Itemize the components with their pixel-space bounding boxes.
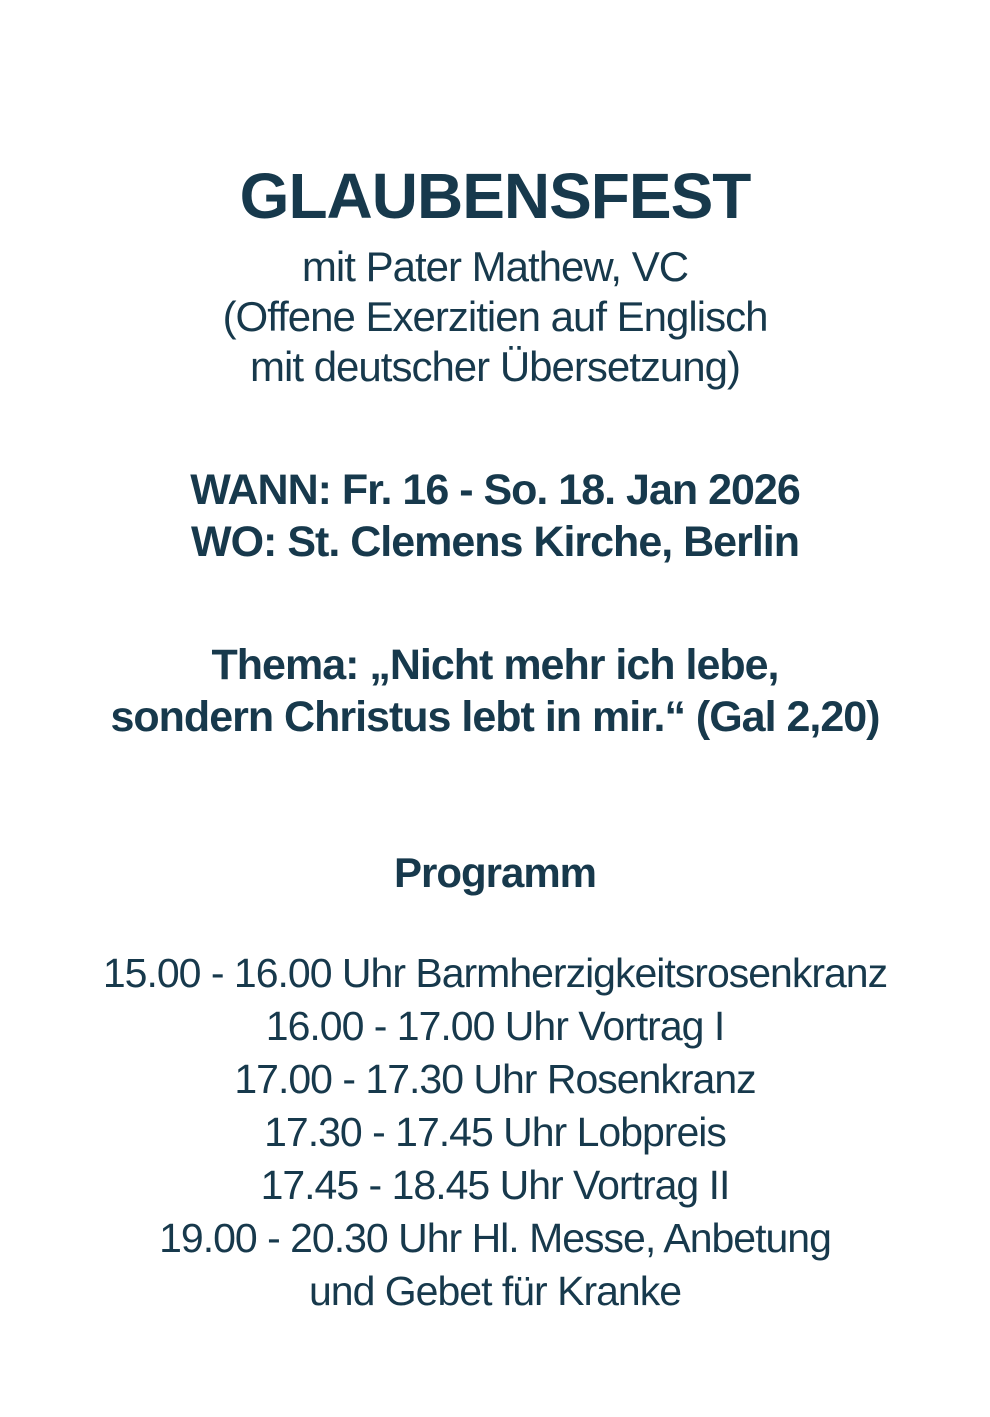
- when-where-block: [0, 464, 990, 568]
- schedule-line: 17.00 - 17.30 Uhr Rosenkranz: [234, 1056, 756, 1102]
- schedule-line: 16.00 - 17.00 Uhr Vortrag I: [265, 1003, 725, 1049]
- schedule-line: 17.30 - 17.45 Uhr Lobpreis: [264, 1109, 726, 1155]
- event-date: WANN: Fr. 16 - So. 18. Jan 2026: [190, 466, 800, 514]
- event-location: WO: St. Clemens Kirche, Berlin: [191, 518, 799, 566]
- theme-line-1: Thema: „Nicht mehr ich lebe,: [211, 641, 779, 689]
- theme-block: [0, 639, 990, 743]
- flyer-subtitle: [0, 242, 990, 392]
- schedule-line: 15.00 - 16.00 Uhr Barmherzigkeitsrosenkranz: [102, 950, 888, 996]
- schedule-line: 19.00 - 20.30 Uhr Hl. Messe, Anbetung: [159, 1215, 831, 1261]
- subtitle-description-line-2: mit deutscher Übersetzung): [250, 343, 740, 390]
- program-schedule: [0, 947, 990, 1318]
- schedule-line: 17.45 - 18.45 Uhr Vortrag II: [260, 1162, 730, 1208]
- subtitle-description-line-1: (Offene Exerzitien auf Englisch: [222, 293, 768, 340]
- subtitle-presenter: mit Pater Mathew, VC: [301, 243, 689, 290]
- schedule-line-continuation: und Gebet für Kranke: [308, 1268, 682, 1314]
- program-heading: Programm: [393, 849, 597, 896]
- flyer-title: GLAUBENSFEST: [239, 160, 751, 232]
- theme-line-2: sondern Christus lebt in mir.“ (Gal 2,20): [110, 693, 880, 741]
